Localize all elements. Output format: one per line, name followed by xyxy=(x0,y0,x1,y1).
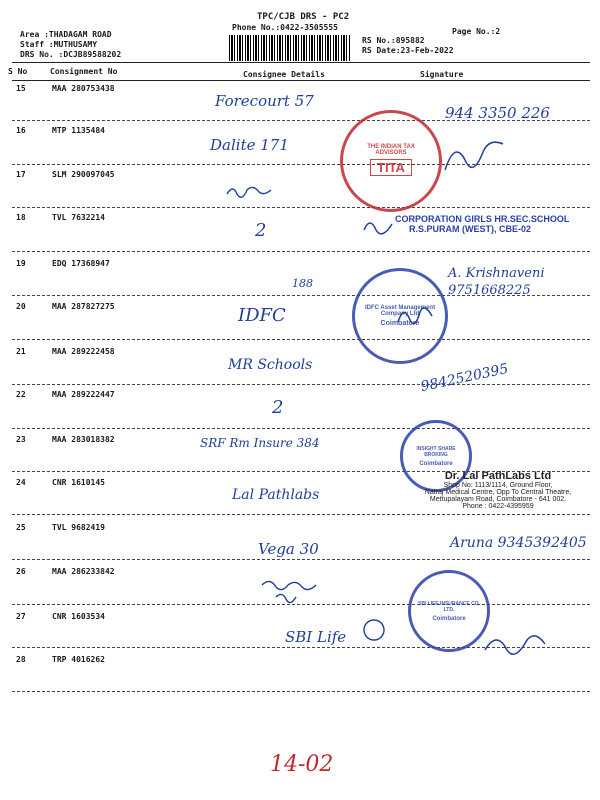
row-sno: 26 xyxy=(16,567,26,576)
row-consignment: CNR 1603534 xyxy=(52,612,105,621)
sbi-stamp-city: Coimbatore xyxy=(432,615,466,622)
tax-advisors-stamp xyxy=(340,110,442,212)
row-sno: 17 xyxy=(16,170,26,179)
row-divider xyxy=(12,691,590,692)
row-divider xyxy=(12,428,590,429)
row-consignment: MAA 287827275 xyxy=(52,302,115,311)
page-number: Page No.:2 xyxy=(452,27,501,36)
row-sno: 20 xyxy=(16,302,26,311)
signature-scribble xyxy=(395,300,435,330)
row-divider xyxy=(12,559,590,560)
insight-stamp-city: Coimbatore xyxy=(419,460,453,467)
row-consignment: MAA 286233842 xyxy=(52,567,115,576)
row-consignee: IDFC xyxy=(238,305,286,326)
signature-scribble xyxy=(440,130,510,180)
school-stamp-line1: CORPORATION GIRLS HR.SEC.SCHOOL xyxy=(395,214,570,224)
tax-stamp-logo: TITA xyxy=(370,159,412,176)
row-consignee: MR Schools xyxy=(228,357,313,373)
row-sno: 23 xyxy=(16,435,26,444)
row-consignment: TVL 9682419 xyxy=(52,523,105,532)
row-divider xyxy=(12,384,590,385)
rs-date: RS Date:23-Feb-2022 xyxy=(362,46,454,55)
sbi-stamp-text: SBI LIFE INSURANCE CO. LTD. xyxy=(418,600,480,613)
col-signature: Signature xyxy=(420,70,464,79)
row-consignment: SLM 290097045 xyxy=(52,170,115,179)
row-consignee: 188 xyxy=(292,277,313,290)
row-consignment: CNR 1610145 xyxy=(52,478,105,487)
sbi-life-stamp xyxy=(408,570,490,652)
rs-number: RS No.:895882 xyxy=(362,36,425,45)
lab-phone: Phone : 0422-4395959 xyxy=(462,503,534,510)
row-divider xyxy=(12,339,590,340)
row-sno: 24 xyxy=(16,478,26,487)
col-consignee: Consignee Details xyxy=(243,70,325,79)
row-consignee: Vega 30 xyxy=(258,540,319,558)
row-consignment: MAA 283018382 xyxy=(52,435,115,444)
row-consignment: TVL 7632214 xyxy=(52,213,105,222)
row-consignee: Dalite 171 xyxy=(210,136,289,154)
row-divider xyxy=(12,514,590,515)
signature-scribble xyxy=(360,210,400,240)
row-consignee: SBI Life xyxy=(285,628,347,646)
row-sno: 25 xyxy=(16,523,26,532)
lab-address-line3: Mettupalayam Road, Coimbatore - 641 002. xyxy=(429,496,567,503)
drs-title: TPC/CJB DRS - PC2 xyxy=(257,12,350,22)
drs-number: DRS No. :DCJB89588202 xyxy=(20,50,122,59)
col-s-no: S No xyxy=(8,67,28,76)
barcode xyxy=(229,35,351,61)
row-signature: 9842520395 xyxy=(419,360,510,396)
row-consignee: SRF Rm Insure 384 xyxy=(200,436,320,450)
tax-stamp-text: THE INDIAN TAX ADVISORS xyxy=(367,143,415,156)
row-consignment: MAA 289222447 xyxy=(52,390,115,399)
footer-handwritten-note: 14-02 xyxy=(270,752,334,777)
area-label: Area :THADAGAM ROAD xyxy=(20,30,112,39)
column-divider xyxy=(12,80,590,81)
row-sno: 16 xyxy=(16,126,26,135)
col-consignment: Consignment No xyxy=(50,67,118,76)
row-divider xyxy=(12,604,590,605)
phone-number: Phone No.:0422-3505555 xyxy=(232,23,338,32)
row-signature: A. Krishnaveni 9751668225 xyxy=(448,266,545,298)
header-divider xyxy=(12,62,590,63)
staff-label: Staff :MUTHUSAMY xyxy=(20,40,98,49)
insight-stamp-text: INSIGHT SHARE BROKING xyxy=(416,445,456,458)
row-divider xyxy=(12,120,590,121)
row-consignee: Forecourt 57 xyxy=(215,92,314,110)
idfc-stamp-text: IDFC Asset Management Company Ltd xyxy=(364,305,436,317)
row-divider xyxy=(12,207,590,208)
row-consignment: EDQ 17368947 xyxy=(52,259,110,268)
row-sno: 27 xyxy=(16,612,26,621)
idfc-stamp-city: Coimbatore xyxy=(380,320,420,327)
handwritten-scribble xyxy=(225,182,275,202)
row-signature: 944 3350 226 xyxy=(445,104,550,122)
row-consignment: MAA 280753438 xyxy=(52,84,115,93)
lab-address-line2: Natraj Medical Centre, Opp To Central Theatre, xyxy=(424,489,572,496)
row-sno: 18 xyxy=(16,213,26,222)
school-stamp-line2: R.S.PURAM (WEST), CBE-02 xyxy=(409,224,532,234)
row-consignee: 2 xyxy=(272,397,284,418)
row-sno: 19 xyxy=(16,259,26,268)
row-consignment: TRP 4016262 xyxy=(52,655,105,664)
row-divider xyxy=(12,251,590,252)
row-consignment: MTP 1135484 xyxy=(52,126,105,135)
row-sno: 15 xyxy=(16,84,26,93)
signature-scribble xyxy=(360,610,388,650)
school-stamp xyxy=(395,214,569,234)
signature-scribble xyxy=(480,620,550,660)
row-sno: 21 xyxy=(16,347,26,356)
lal-pathlabs-stamp xyxy=(398,470,598,510)
row-consignee: 2 xyxy=(255,220,267,241)
row-divider xyxy=(12,295,590,296)
row-signature: Aruna 9345392405 xyxy=(450,535,587,551)
lab-address-line1: Shop No: 1113/1114, Ground Floor, xyxy=(443,482,553,489)
row-sno: 22 xyxy=(16,390,26,399)
lab-name: Dr. Lal PathLabs Ltd xyxy=(444,470,552,482)
row-consignment: MAA 289222458 xyxy=(52,347,115,356)
row-consignee: Lal Pathlabs xyxy=(232,487,320,503)
row-sno: 28 xyxy=(16,655,26,664)
